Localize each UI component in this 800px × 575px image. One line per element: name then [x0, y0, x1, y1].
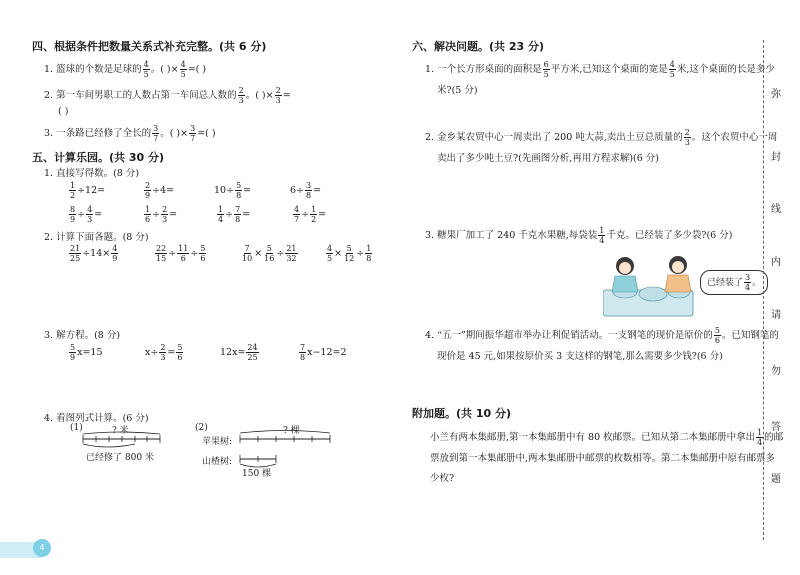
- bonus-title: 附加题。(共 10 分): [412, 407, 512, 420]
- calc-item: $\frac{4}{7}$ ÷ $\frac{1}{2}$ =: [294, 205, 327, 224]
- s5-p1-title: 1. 直接写得数。(8 分): [44, 168, 140, 179]
- calc-item: $\frac{2}{9}$ ÷4=: [145, 181, 175, 200]
- s5-p3-title: 3. 解方程。(8 分): [44, 330, 121, 341]
- s4-q3: 3. 一条路已经修了全长的 $\frac{3}{7}$ 。( )× $\frac{3}{7}$ =( ): [44, 124, 216, 143]
- s6-q1-line2: 米?(5 分): [437, 85, 478, 96]
- binding-char: 封: [771, 152, 781, 163]
- page-number: 4: [33, 539, 51, 557]
- girls-packing-candy-illustration: [603, 252, 703, 318]
- s4-q1: 1. 篮球的个数是足球的 $\frac{4}{5}$ 。( )× $\frac{4}{5}$ =( ): [44, 60, 207, 79]
- equation-item: 12x= $\frac{24}{25}$: [220, 343, 258, 362]
- calc-item: $\frac{1}{2}$ ÷12=: [70, 181, 106, 200]
- s6-q3: 3. 糖果厂加工了 240 千克水果糖,每袋装 $\frac{1}{4}$ 千克。已经装了多少袋?(6 分): [425, 226, 733, 245]
- calc-item: 6÷ $\frac{3}{8}$ =: [290, 181, 322, 200]
- bonus-line1: 小兰有两本集邮册,第一本集邮册中有 80 枚邮票。已知从第二本集邮册中拿出 $\frac{1}{4}$ 的邮: [430, 428, 784, 447]
- binding-char: 答: [771, 422, 781, 433]
- calc-item: $\frac{21}{25}$ ÷14× $\frac{4}{9}$: [70, 244, 118, 263]
- s4-q2: 2. 第一车间男职工的人数占第一车间总人数的 $\frac{2}{3}$ 。( )× $\frac{2}{3}$ =: [44, 86, 291, 105]
- binding-char: 线: [771, 204, 781, 215]
- diagram2-row1-label: 苹果树:: [202, 437, 233, 447]
- s6-q4-line2: 现价是 45 元,如果按原价买 3 支这样的钢笔,那么需要多少钱?(6 分): [437, 351, 723, 362]
- diagram2-label: (2): [195, 423, 208, 433]
- seal-dashed-line: [763, 40, 764, 540]
- diagram1-top-label: ? 米: [112, 426, 129, 436]
- section6-title: 六、解决问题。(共 23 分): [412, 40, 545, 53]
- s6-q1: 1. 一个长方形桌面的面积是 $\frac{6}{5}$ 平方米,已知这个桌面的宽是 $\frac{4}{5}$ 米,这个桌面的长是多少: [425, 60, 775, 79]
- calc-item: $\frac{1}{6}$ ÷ $\frac{2}{3}$ =: [145, 205, 178, 224]
- calc-item: $\frac{4}{5}$ × $\frac{5}{12}$ ÷ $\frac{1}{8}$: [327, 244, 372, 263]
- diagram2-row2-label: 山楂树:: [202, 457, 233, 467]
- calc-item: $\frac{8}{9}$ ÷ $\frac{4}{3}$ =: [70, 205, 103, 224]
- s6-q4: 4. “五一”期间振华超市举办让利促销活动。一支钢笔的现价是原价的 $\frac{5}{6}$ 。已知钢笔的: [425, 326, 779, 345]
- equation-item: $\frac{7}{8}$ x−12=2: [300, 343, 347, 362]
- binding-char: 内: [771, 257, 781, 268]
- s6-q2-line2: 卖出了多少吨土豆?(先画图分析,再用方程求解)(6 分): [437, 153, 660, 164]
- s5-p2-title: 2. 计算下面各题。(8 分): [44, 232, 149, 243]
- binding-char: 勿: [771, 366, 781, 377]
- s6-q2: 2. 金乡某农贸中心一周卖出了 200 吨大蒜,卖出土豆总质量的 $\frac{2}{3}$ 。这个农贸中心一周: [425, 128, 778, 147]
- binding-char: 题: [771, 474, 781, 485]
- section5-title: 五、计算乐园。(共 30 分): [32, 151, 165, 164]
- fraction: $\frac{4}{5}$: [143, 60, 149, 79]
- calc-item: 10÷ $\frac{5}{8}$ =: [214, 181, 252, 200]
- s5-p4-title: 4. 看图列式计算。(6 分): [44, 413, 149, 424]
- equation-item: x÷ $\frac{2}{3}$ = $\frac{5}{6}$: [145, 343, 183, 362]
- speech-bubble: 已经装了 $\frac{3}{4}$ 。: [700, 270, 768, 295]
- s4-q2-line2: ( ): [58, 106, 69, 117]
- section4-title: 四、根据条件把数量关系式补充完整。(共 6 分): [32, 40, 267, 53]
- calc-item: $\frac{7}{10}$ × $\frac{5}{16}$ ÷ $\frac{21}{32}$: [242, 244, 297, 263]
- diagram1-bottom-label: 已经修了 800 米: [86, 453, 154, 463]
- bonus-line2: 票放到第一本集邮册中,两本集邮册中邮票的枚数相等。第二本集邮册中原有邮票多: [430, 453, 776, 464]
- binding-char: 弥: [771, 89, 781, 100]
- calc-item: $\frac{22}{15}$ ÷ $\frac{11}{6}$ ÷ $\frac{5}{6}$: [156, 244, 206, 263]
- binding-char: 请: [771, 310, 781, 321]
- diagram2-bottom-label: 150 棵: [242, 469, 272, 479]
- calc-item: $\frac{1}{4}$ ÷ $\frac{7}{8}$ =: [218, 205, 251, 224]
- diagram1-label: (1): [70, 423, 83, 433]
- diagram2-top-label: ? 棵: [283, 426, 300, 436]
- bonus-line3: 少枚?: [430, 473, 455, 484]
- equation-item: $\frac{5}{9}$ x=15: [70, 343, 103, 362]
